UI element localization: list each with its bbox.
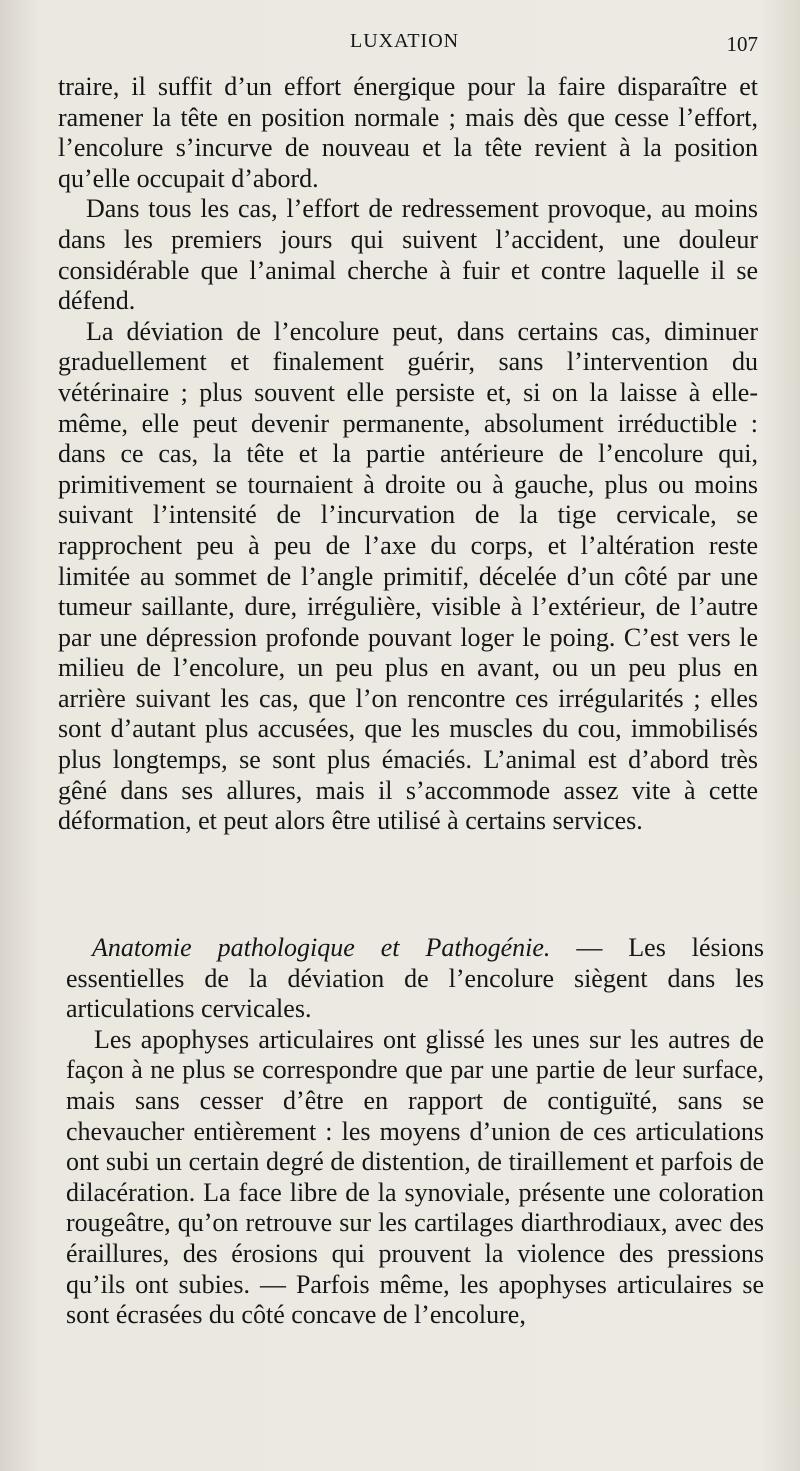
page-number: 107 <box>726 32 758 56</box>
section-paragraph-1: Les apophyses articulaires ont glissé les unes sur les autres de façon à ne plus se correspondre que par une partie de leur surface, mais sans cesser d’être en rapport de contiguïté, sans se chevaucher entièrement : les moyens d’union de ces articulations ont subi un certain degré de distention, de tiraillement et parfois de dilacération. La face libre de la synoviale, présente une coloration rougeâtre, qu’on retrouve sur les cartilages diarthrodiaux, avec des éraillures, des érosions qui prouvent la violence des pressions qu’ils ont subies. — Parfois même, les apophyses articulaires se sont écrasées du côté concave de l’encolure, <box>66 1024 764 1330</box>
section-intro-text: — Les lésions essentielles de la déviation de l’encolure siègent dans les articulations cervicales. <box>66 933 765 1024</box>
running-head: LUXATION <box>350 30 460 52</box>
section-block <box>66 933 764 1331</box>
section-intro <box>66 933 764 1025</box>
page-header <box>0 30 800 60</box>
paragraph-3: La déviation de l’encolure peut, dans certains cas, diminuer graduellement et finalement guérir, sans l’intervention du vétérinaire ; plus souvent elle persiste et, si on la laisse à elle-même, elle peut devenir permanente, absolument irréductible : dans ce cas, la tête et la partie antérieure de l’encolure qui, primitivement se tournaient à droite ou à gauche, plus ou moins suivant l’intensité de l’incurvation de la tige cervicale, se rapprochent peu à peu de l’axe du corps, et l’altération reste limitée au sommet de l’angle primitif, décelée d’un côté par une tumeur saillante, dure, irrégulière, visible à l’extérieur, de l’autre par une dépression profonde pouvant loger le poing. C’est vers le milieu de l’encolure, un peu plus en avant, ou un peu plus en arrière suivant les cas, que l’on rencontre ces irrégularités ; elles sont d’autant plus accusées, que les muscles du cou, immobilisés plus longtemps, se sont plus émaciés. L’animal est d’abord très gêné dans ses allures, mais il s’accommode assez vite à cette déformation, et peut alors être utilisé à certains services. <box>58 316 758 836</box>
section-title: Anatomie pathologique et Pathogénie. <box>92 933 551 962</box>
main-text <box>58 72 758 837</box>
paragraph-1: traire, il suffit d’un effort énergique pour la faire disparaître et ramener la tête en position normale ; mais dès que cesse l’effort, l’encolure s’incurve de nouveau et la tête revient à la position qu’elle occupait d’abord. <box>58 72 758 193</box>
paragraph-2: Dans tous les cas, l’effort de redressement provoque, au moins dans les premiers jours qui suivent l’accident, une douleur considérable que l’animal cherche à fuir et contre laquelle il se défend. <box>58 194 758 316</box>
